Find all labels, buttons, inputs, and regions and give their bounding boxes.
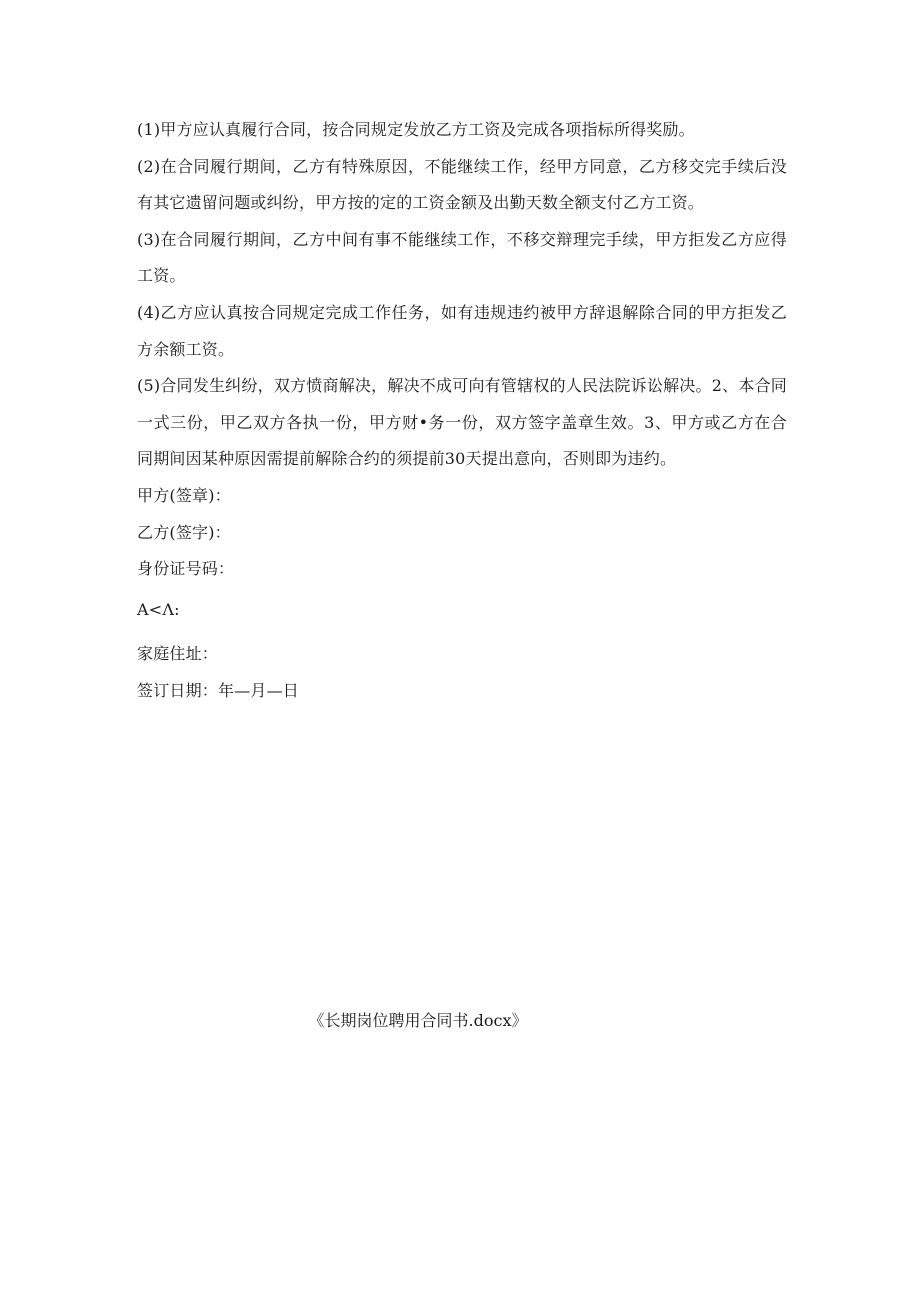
sign-date-line: 签订日期：年—月—日 <box>137 680 300 700</box>
clause-5: (5)合同发生纠纷，双方愤商解决，解决不成可向有管辖权的人民法院诉讼解决。2、本合同一式三份，甲乙双方各执一份，甲方财•务一份，双方签字盖章生效。3、甲方或乙方在合同期间因某种原因需提前解除合约的须提前30天提出意向，否则即为违约。 <box>137 376 787 469</box>
id-number-line: 身份证号码： <box>137 559 235 579</box>
party-a-signature-line: 甲方(签章)： <box>137 485 231 505</box>
clause-3: (3)在合同履行期间，乙方中间有事不能继续工作，不移交辩理完手续，甲方拒发乙方应得工资。 <box>137 229 787 286</box>
clause-2: (2)在合同履行期间，乙方有特殊原因，不能继续工作，经甲方同意，乙方移交完手续后没有其它遗留问题或纠纷，甲方按的定的工资金额及出勤天数全额支付乙方工资。 <box>137 156 787 213</box>
clause-1: (1)甲方应认真履行合同，按合同规定发放乙方工资及完成各项指标所得奖励。 <box>137 120 695 139</box>
document-filename-footer: 《长期岗位聘用合同书.docx》 <box>308 1011 528 1030</box>
contract-body <box>137 112 787 710</box>
clause-4: (4)乙方应认真按合同规定完成工作任务，如有违规违约被甲方辞退解除合同的甲方拒发乙方余额工资。 <box>137 302 787 359</box>
address-line: 家庭住址： <box>137 644 219 664</box>
party-b-signature-line: 乙方(签字)： <box>137 522 231 542</box>
garbled-field-line: A<Λ: <box>137 599 180 619</box>
